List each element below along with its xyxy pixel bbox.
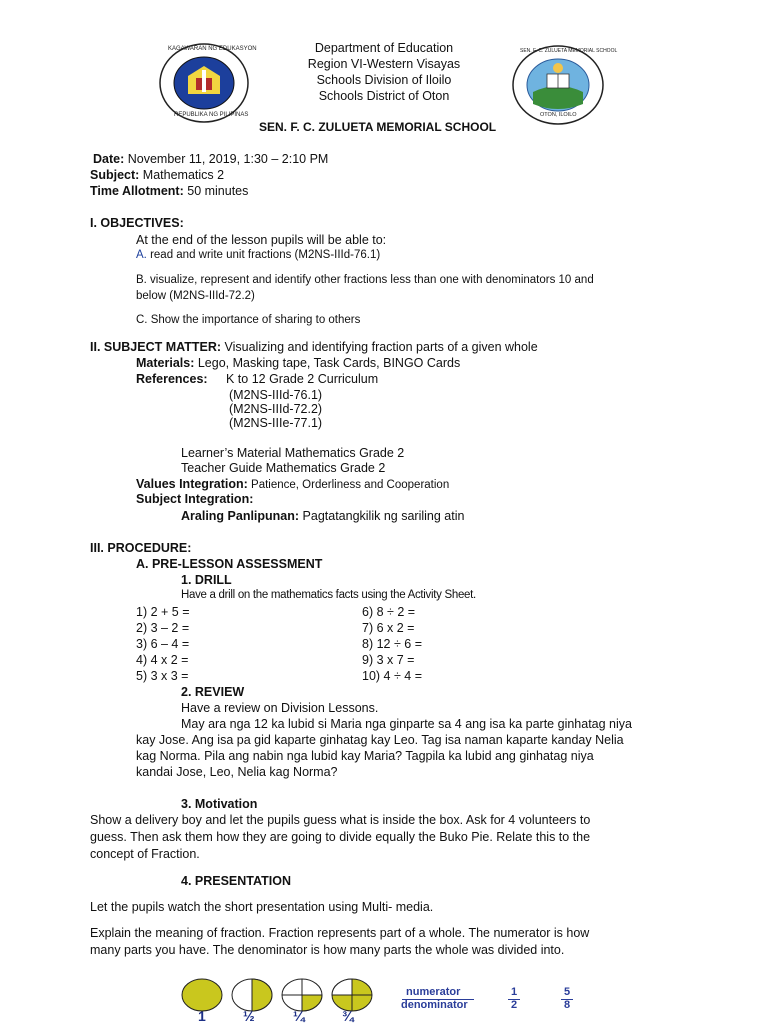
drill-item: 6) 8 ÷ 2 = bbox=[362, 605, 416, 619]
drill-item: 7) 6 x 2 = bbox=[362, 621, 415, 635]
reference-code-1: (M2NS-IIId-76.1) bbox=[229, 388, 323, 402]
presentation-line: Let the pupils watch the short presentation using Multi- media. bbox=[90, 900, 434, 914]
date-line: Date: November 11, 2019, 1:30 – 2:10 PM bbox=[93, 152, 329, 166]
motivation-line: Show a delivery boy and let the pupils guess what is inside the box. Ask for 4 volunteers to bbox=[90, 813, 591, 827]
school-name: SEN. F. C. ZULUETA MEMORIAL SCHOOL bbox=[259, 120, 497, 134]
left-seal-top-text: KAGAWARAN NG EDUKASYON bbox=[168, 46, 257, 52]
presentation-heading: 4. PRESENTATION bbox=[181, 874, 291, 888]
fraction-2-numerator: 5 bbox=[564, 986, 571, 998]
review-line: May ara nga 12 ka lubid si Maria nga ginparte sa 4 ang isa ka parte ginhatag niya bbox=[181, 717, 632, 731]
presentation-line: many parts you have. The denominator is how many parts the whole was divided into. bbox=[90, 943, 565, 957]
pre-lesson-heading: A. PRE-LESSON ASSESSMENT bbox=[136, 557, 323, 571]
drill-item: 3) 6 – 4 = bbox=[136, 637, 190, 651]
objective-c: C. Show the importance of sharing to others bbox=[136, 314, 361, 326]
references-label: References: bbox=[136, 372, 208, 386]
teacher-guide: Teacher Guide Mathematics Grade 2 bbox=[181, 461, 386, 475]
fraction-label-quarter: ¼ bbox=[293, 1008, 305, 1024]
presentation-line: Explain the meaning of fraction. Fraction represents part of a whole. The numerator is how bbox=[90, 926, 590, 940]
materials-line: Materials: Lego, Masking tape, Task Cards, BINGO Cards bbox=[136, 356, 461, 370]
right-seal-top-text: SEN. F. C. ZULUETA MEMORIAL SCHOOL bbox=[520, 48, 618, 54]
fraction-figure bbox=[176, 976, 596, 1024]
review-line: kag Norma. Pila ang nabin nga lubid kay Maria? Tagpila ka lubid ang ginhatag niya bbox=[136, 749, 594, 763]
fraction-label-three-quarters: ¾ bbox=[342, 1008, 354, 1024]
drill-item: 10) 4 ÷ 4 = bbox=[362, 669, 423, 683]
header-department: Department of Education bbox=[314, 41, 454, 55]
fraction-label-half: ½ bbox=[243, 1008, 255, 1024]
right-seal-bottom-text: OTON, ILOILO bbox=[540, 112, 577, 118]
objective-a: A. read and write unit fractions (M2NS-IIId-76.1) bbox=[136, 249, 381, 261]
subject-line: Subject: Mathematics 2 bbox=[90, 168, 225, 182]
drill-intro: Have a drill on the mathematics facts using the Activity Sheet. bbox=[181, 589, 476, 601]
reference-code-3: (M2NS-IIIe-77.1) bbox=[229, 416, 323, 430]
drill-item: 9) 3 x 7 = bbox=[362, 653, 415, 667]
header-region: Region VI-Western Visayas bbox=[307, 57, 461, 71]
time-line: Time Allotment: 50 minutes bbox=[90, 184, 249, 198]
fraction-2-denominator: 8 bbox=[564, 999, 571, 1011]
drill-item: 4) 4 x 2 = bbox=[136, 653, 189, 667]
procedure-heading: III. PROCEDURE: bbox=[90, 541, 192, 555]
learners-material: Learner’s Material Mathematics Grade 2 bbox=[181, 446, 405, 460]
numerator-label: numerator bbox=[406, 986, 461, 998]
denominator-label: denominator bbox=[401, 999, 468, 1011]
motivation-line: concept of Fraction. bbox=[90, 847, 200, 861]
review-heading: 2. REVIEW bbox=[181, 685, 245, 699]
reference-code-2: (M2NS-IIId-72.2) bbox=[229, 402, 323, 416]
whole-circle bbox=[182, 979, 222, 1011]
review-line: Have a review on Division Lessons. bbox=[181, 701, 379, 715]
header-division: Schools Division of Iloilo bbox=[316, 73, 452, 87]
drill-item: 5) 3 x 3 = bbox=[136, 669, 189, 683]
review-line: kandai Jose, Leo, Nelia kag Norma? bbox=[136, 765, 338, 779]
fraction-1-denominator: 2 bbox=[511, 999, 518, 1011]
fraction-label-whole: 1 bbox=[198, 1008, 206, 1024]
objectives-intro: At the end of the lesson pupils will be able to: bbox=[136, 233, 387, 247]
fraction-1-numerator: 1 bbox=[511, 986, 518, 998]
motivation-line: guess. Then ask them how they are going to divide equally the Buko Pie. Relate this to the bbox=[90, 830, 591, 844]
values-integration: Values Integration: Patience, Orderliness and Cooperation bbox=[136, 477, 450, 491]
motivation-heading: 3. Motivation bbox=[181, 797, 258, 811]
subject-integration: Subject Integration: bbox=[136, 492, 254, 506]
drill-item: 2) 3 – 2 = bbox=[136, 621, 190, 635]
objective-b-line1: B. visualize, represent and identify other fractions less than one with denominators 10 and bbox=[136, 274, 594, 286]
left-seal-bottom-text: REPUBLIKA NG PILIPINAS bbox=[174, 112, 249, 118]
araling-panlipunan: Araling Panlipunan: Pagtatangkilik ng sariling atin bbox=[181, 509, 465, 523]
objective-b-line2: below (M2NS-IIId-72.2) bbox=[136, 290, 255, 302]
drill-item: 8) 12 ÷ 6 = bbox=[362, 637, 423, 651]
header-district: Schools District of Oton bbox=[318, 89, 450, 103]
subject-matter-heading: II. SUBJECT MATTER: Visualizing and identifying fraction parts of a given whole bbox=[90, 340, 538, 354]
review-line: kay Jose. Ang isa pa gid kaparte ginhatag kay Leo. Tag isa naman kaparte kanday Nelia bbox=[136, 733, 624, 747]
reference-curriculum: K to 12 Grade 2 Curriculum bbox=[226, 372, 379, 386]
drill-item: 1) 2 + 5 = bbox=[136, 605, 190, 619]
drill-heading: 1. DRILL bbox=[181, 573, 232, 587]
objectives-heading: I. OBJECTIVES: bbox=[90, 216, 184, 230]
